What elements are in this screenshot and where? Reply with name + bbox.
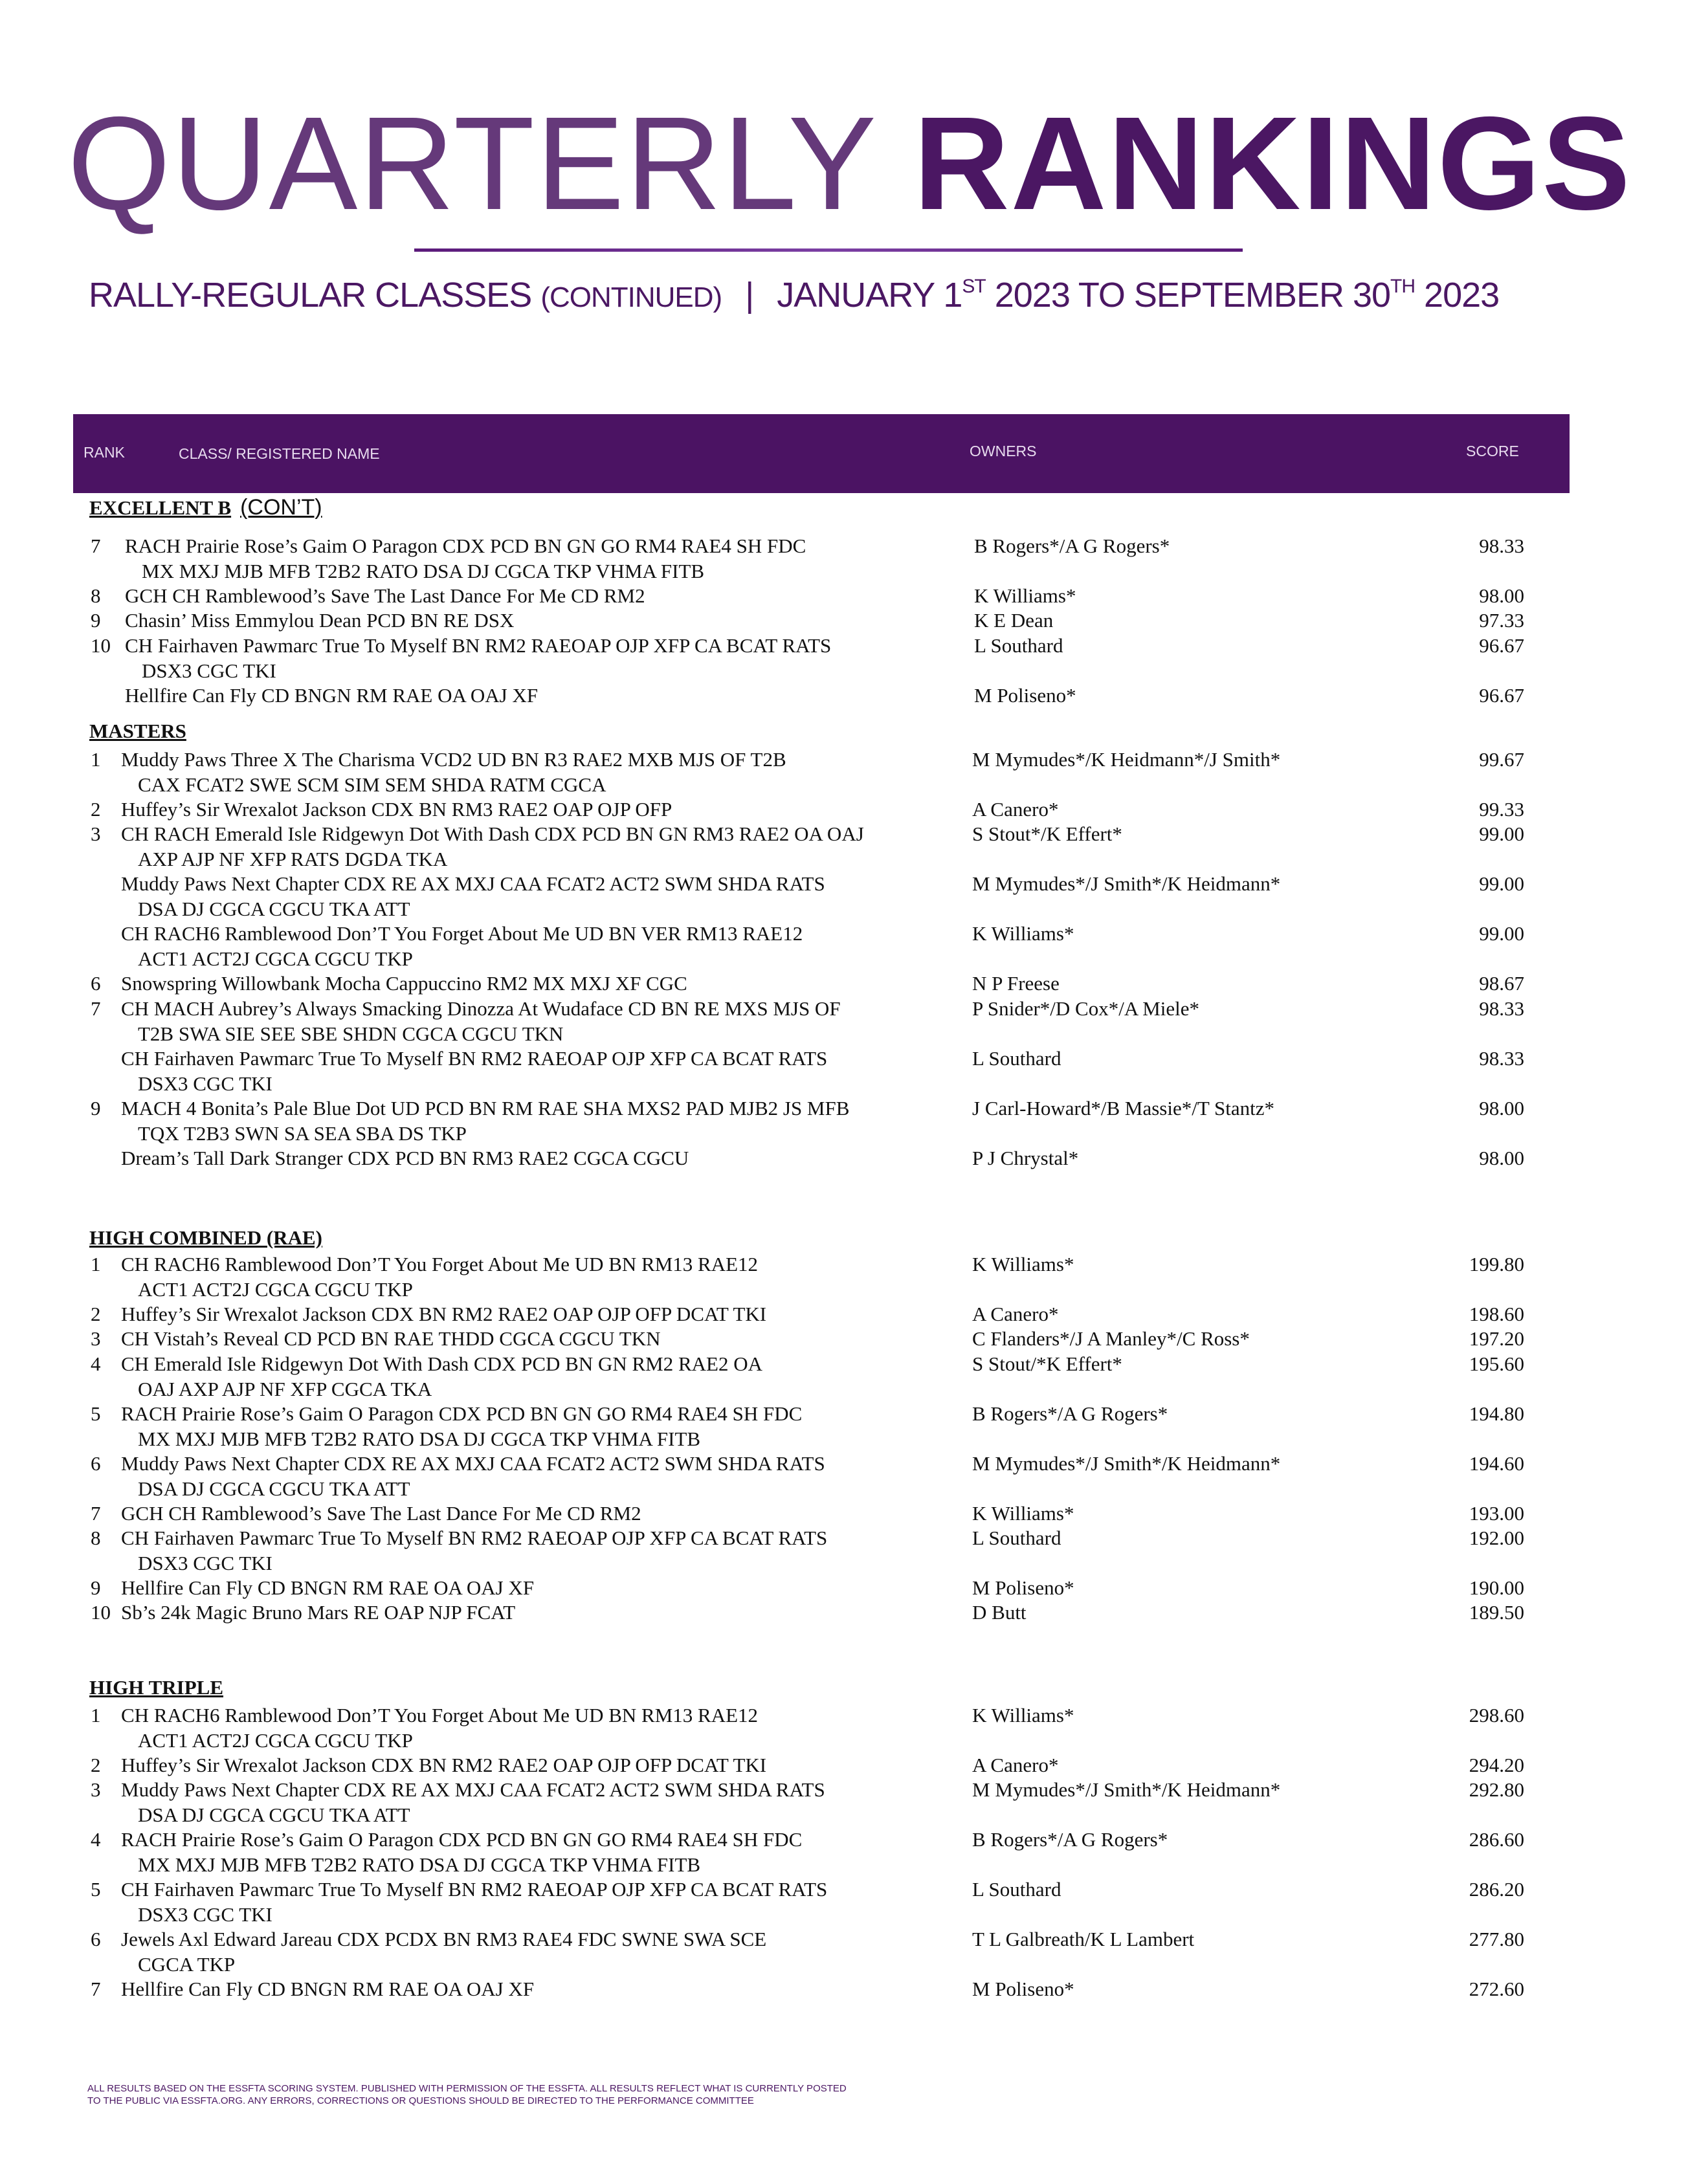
row-name-line-1: RACH Prairie Rose’s Gaim O Paragon CDX PCD BN GN GO RM4 RAE4 SH FDC: [121, 1402, 803, 1425]
row-name-line-2: DSX3 CGC TKI: [138, 1072, 272, 1095]
row-score: 189.50: [1469, 1601, 1524, 1624]
row-name-line-2: T2B SWA SIE SEE SBE SHDN CGCA CGCU TKN: [138, 1022, 564, 1045]
row-registered-name: [121, 1501, 641, 1527]
row-registered-name: [121, 1096, 849, 1146]
row-rank: 6: [91, 1452, 101, 1475]
row-score: 194.60: [1469, 1452, 1524, 1475]
row-registered-name: [121, 822, 864, 872]
row-name-line-1: Huffey’s Sir Wrexalot Jackson CDX BN RM2 RAE2 OAP OJP OFP DCAT TKI: [121, 1303, 767, 1325]
row-name-line-1: CH Fairhaven Pawmarc True To Myself BN RM2 RAEOAP OJP XFP CA BCAT RATS: [121, 1878, 828, 1901]
row-owners: P Snider*/D Cox*/A Miele*: [972, 997, 1200, 1020]
row-score: 98.33: [1479, 535, 1524, 557]
footnote-line-2: TO THE PUBLIC VIA ESSFTA.ORG. ANY ERRORS, CORRECTIONS OR QUESTIONS SHOULD BE DIRECTED TO THE PERFORMANCE COMMITTEE: [87, 2095, 754, 2106]
row-name-line-1: Huffey’s Sir Wrexalot Jackson CDX BN RM2 RAE2 OAP OJP OFP DCAT TKI: [121, 1754, 767, 1776]
section-title: [89, 720, 186, 743]
subtitle-separator: |: [745, 276, 754, 314]
footnote-line-1: ALL RESULTS BASED ON THE ESSFTA SCORING SYSTEM. PUBLISHED WITH PERMISSION OF THE ESSFTA. ALL RESULTS REFLECT WHAT IS CURRENTLY POSTED: [87, 2083, 847, 2094]
row-score: 272.60: [1469, 1978, 1524, 2000]
row-owners: N P Freese: [972, 972, 1060, 995]
row-rank: 9: [91, 609, 101, 632]
row-registered-name: [121, 1877, 827, 1927]
row-name-line-1: Muddy Paws Next Chapter CDX RE AX MXJ CAA FCAT2 ACT2 SWM SHDA RATS: [121, 1778, 825, 1801]
row-registered-name: [121, 1302, 766, 1327]
row-name-line-2: CAX FCAT2 SWE SCM SIM SEM SHDA RATM CGCA: [138, 773, 606, 796]
row-owners: P J Chrystal*: [972, 1147, 1079, 1169]
row-owners: K Williams*: [972, 1253, 1074, 1275]
row-rank: 2: [91, 1303, 101, 1325]
row-owners: L Southard: [972, 1527, 1061, 1549]
row-registered-name: [125, 608, 514, 634]
row-name-line-1: CH Fairhaven Pawmarc True To Myself BN RM2 RAEOAP OJP XFP CA BCAT RATS: [121, 1527, 828, 1549]
row-rank: 7: [91, 997, 101, 1020]
row-score: 199.80: [1469, 1253, 1524, 1275]
row-name-line-1: CH Emerald Isle Ridgewyn Dot With Dash CDX PCD BN GN RM2 RAE2 OA: [121, 1352, 763, 1375]
row-name-line-1: MACH 4 Bonita’s Pale Blue Dot UD PCD BN RM RAE SHA MXS2 PAD MJB2 JS MFB: [121, 1097, 850, 1120]
row-score: 98.00: [1479, 584, 1524, 607]
row-registered-name: [125, 683, 538, 709]
row-registered-name: [121, 921, 803, 971]
row-registered-name: [121, 1927, 766, 1977]
row-score: 286.60: [1469, 1828, 1524, 1851]
row-owners: B Rogers*/A G Rogers*: [972, 1402, 1168, 1425]
row-registered-name: [121, 1451, 825, 1501]
row-owners: K Williams*: [972, 1502, 1074, 1525]
subtitle-continued: (CONTINUED): [540, 281, 722, 313]
row-name-line-2: MX MXJ MJB MFB T2B2 RATO DSA DJ CGCA TKP VHMA FITB: [138, 1853, 701, 1876]
row-rank: 8: [91, 1527, 101, 1549]
row-score: 197.20: [1469, 1327, 1524, 1350]
header-owners: OWNERS: [970, 443, 1037, 459]
row-name-line-1: Muddy Paws Next Chapter CDX RE AX MXJ CAA FCAT2 ACT2 SWM SHDA RATS: [121, 872, 825, 895]
row-registered-name: [125, 634, 831, 683]
row-owners: M Poliseno*: [972, 1978, 1074, 2000]
row-name-line-2: OAJ AXP AJP NF XFP CGCA TKA: [138, 1377, 432, 1400]
row-score: 98.67: [1479, 972, 1524, 995]
row-owners: B Rogers*/A G Rogers*: [972, 1828, 1168, 1851]
row-rank: 1: [91, 748, 101, 771]
row-name-line-2: ACT1 ACT2J CGCA CGCU TKP: [138, 1728, 413, 1752]
row-rank: 6: [91, 1928, 101, 1950]
row-registered-name: [121, 1327, 661, 1352]
section-title: [89, 1676, 223, 1699]
row-owners: L Southard: [972, 1878, 1061, 1901]
row-registered-name: [121, 747, 786, 797]
row-score: 294.20: [1469, 1754, 1524, 1776]
row-name-line-1: RACH Prairie Rose’s Gaim O Paragon CDX PCD BN GN GO RM4 RAE4 SH FDC: [121, 1828, 803, 1851]
row-score: 97.33: [1479, 609, 1524, 632]
section-title-text: MASTERS: [89, 720, 186, 742]
row-owners: K Williams*: [974, 584, 1076, 607]
row-score: 98.00: [1479, 1097, 1524, 1120]
section-title: [89, 495, 322, 520]
row-score: 194.80: [1469, 1402, 1524, 1425]
row-owners: T L Galbreath/K L Lambert: [972, 1928, 1195, 1950]
row-score: 98.33: [1479, 1047, 1524, 1070]
row-registered-name: [121, 1526, 827, 1576]
row-registered-name: [121, 1146, 689, 1171]
row-name-line-1: CH RACH6 Ramblewood Don’T You Forget About Me UD BN RM13 RAE12: [121, 1704, 759, 1726]
row-rank: 9: [91, 1097, 101, 1120]
row-name-line-2: DSA DJ CGCA CGCU TKA ATT: [138, 1477, 410, 1500]
row-owners: A Canero*: [972, 1754, 1059, 1776]
row-owners: S Stout/*K Effert*: [972, 1352, 1122, 1375]
row-rank: 9: [91, 1576, 101, 1599]
row-score: 190.00: [1469, 1576, 1524, 1599]
row-registered-name: [121, 997, 841, 1046]
row-name-line-1: CH RACH6 Ramblewood Don’T You Forget About Me UD BN RM13 RAE12: [121, 1253, 759, 1275]
section-continued: (CON’T): [240, 495, 322, 520]
row-score: 99.00: [1479, 922, 1524, 945]
subtitle-date-mid: 2023 TO SEPTEMBER 30: [985, 276, 1391, 314]
page-title: [0, 89, 1699, 237]
row-owners: K Williams*: [972, 1704, 1074, 1726]
row-score: 195.60: [1469, 1352, 1524, 1375]
row-score: 292.80: [1469, 1778, 1524, 1801]
row-name-line-2: TQX T2B3 SWN SA SEA SBA DS TKP: [138, 1121, 467, 1145]
row-registered-name: [121, 971, 687, 997]
row-name-line-2: DSX3 CGC TKI: [142, 659, 276, 682]
row-name-line-1: Hellfire Can Fly CD BNGN RM RAE OA OAJ XF: [121, 1576, 535, 1599]
header-score: SCORE: [1466, 443, 1519, 459]
row-name-line-1: RACH Prairie Rose’s Gaim O Paragon CDX PCD BN GN GO RM4 RAE4 SH FDC: [125, 535, 806, 557]
row-score: 193.00: [1469, 1502, 1524, 1525]
row-score: 99.33: [1479, 798, 1524, 821]
row-owners: L Southard: [972, 1047, 1061, 1070]
table-header: [73, 414, 1570, 493]
row-registered-name: [121, 1576, 534, 1601]
row-score: 277.80: [1469, 1928, 1524, 1950]
row-name-line-2: CGCA TKP: [138, 1952, 236, 1976]
row-owners: D Butt: [972, 1601, 1027, 1624]
row-name-line-2: MX MXJ MJB MFB T2B2 RATO DSA DJ CGCA TKP VHMA FITB: [142, 559, 705, 582]
row-score: 198.60: [1469, 1303, 1524, 1325]
row-rank: 3: [91, 822, 101, 845]
subtitle-date-start: JANUARY 1: [777, 276, 962, 314]
subtitle-date-start-sup: ST: [962, 276, 986, 297]
row-owners: M Mymudes*/K Heidmann*/J Smith*: [972, 748, 1281, 771]
row-owners: M Mymudes*/J Smith*/K Heidmann*: [972, 1778, 1281, 1801]
row-score: 99.00: [1479, 872, 1524, 895]
row-registered-name: [121, 1778, 825, 1827]
row-rank: 2: [91, 798, 101, 821]
section-title-text: EXCELLENT B: [89, 496, 232, 519]
row-name-line-1: CH Fairhaven Pawmarc True To Myself BN RM2 RAEOAP OJP XFP CA BCAT RATS: [121, 1047, 828, 1070]
row-registered-name: [121, 1600, 515, 1626]
row-owners: C Flanders*/J A Manley*/C Ross*: [972, 1327, 1250, 1350]
section-title-text: HIGH COMBINED (RAE): [89, 1226, 322, 1249]
row-name-line-1: Muddy Paws Three X The Charisma VCD2 UD BN R3 RAE2 MXB MJS OF T2B: [121, 748, 786, 771]
row-rank: 3: [91, 1327, 101, 1350]
row-name-line-1: Sb’s 24k Magic Bruno Mars RE OAP NJP FCAT: [121, 1601, 516, 1624]
title-bold: RANKINGS: [913, 89, 1632, 237]
row-owners: B Rogers*/A G Rogers*: [974, 535, 1170, 557]
row-rank: 5: [91, 1878, 101, 1901]
row-score: 98.00: [1479, 1147, 1524, 1169]
row-registered-name: [121, 1703, 758, 1753]
row-registered-name: [121, 1252, 758, 1302]
row-rank: 5: [91, 1402, 101, 1425]
row-owners: K Williams*: [972, 922, 1074, 945]
row-name-line-1: Hellfire Can Fly CD BNGN RM RAE OA OAJ XF: [125, 684, 539, 707]
row-name-line-1: Jewels Axl Edward Jareau CDX PCDX BN RM3 RAE4 FDC SWNE SWA SCE: [121, 1928, 767, 1950]
row-registered-name: [121, 1352, 762, 1402]
row-owners: K E Dean: [974, 609, 1054, 632]
row-name-line-1: Snowspring Willowbank Mocha Cappuccino RM2 MX MXJ XF CGC: [121, 972, 687, 995]
row-rank: 7: [91, 535, 101, 557]
row-registered-name: [121, 1753, 766, 1778]
row-name-line-1: CH Fairhaven Pawmarc True To Myself BN RM2 RAEOAP OJP XFP CA BCAT RATS: [125, 634, 832, 657]
row-rank: 10: [91, 1601, 111, 1624]
row-name-line-2: DSX3 CGC TKI: [138, 1551, 272, 1574]
row-rank: 7: [91, 1502, 101, 1525]
title-light: QUARTERLY: [67, 89, 876, 237]
row-score: 99.67: [1479, 748, 1524, 771]
row-name-line-2: DSA DJ CGCA CGCU TKA ATT: [138, 1803, 410, 1826]
row-name-line-1: Hellfire Can Fly CD BNGN RM RAE OA OAJ XF: [121, 1978, 535, 2000]
row-owners: J Carl-Howard*/B Massie*/T Stantz*: [972, 1097, 1274, 1120]
section-title: [89, 1226, 322, 1250]
row-rank: 1: [91, 1253, 101, 1275]
title-divider: [414, 248, 1243, 252]
row-name-line-1: GCH CH Ramblewood’s Save The Last Dance For Me CD RM2: [121, 1502, 641, 1525]
row-name-line-1: Chasin’ Miss Emmylou Dean PCD BN RE DSX: [125, 609, 515, 632]
row-name-line-2: ACT1 ACT2J CGCA CGCU TKP: [138, 1277, 413, 1301]
row-name-line-2: ACT1 ACT2J CGCA CGCU TKP: [138, 947, 413, 970]
row-score: 192.00: [1469, 1527, 1524, 1549]
row-rank: 7: [91, 1978, 101, 2000]
row-name-line-2: DSX3 CGC TKI: [138, 1903, 272, 1926]
row-rank: 10: [91, 634, 111, 657]
row-rank: 2: [91, 1754, 101, 1776]
row-owners: M Poliseno*: [972, 1576, 1074, 1599]
subtitle: [89, 275, 1499, 315]
row-owners: M Mymudes*/J Smith*/K Heidmann*: [972, 1452, 1281, 1475]
header-class: CLASS/ REGISTERED NAME: [179, 445, 380, 462]
row-score: 98.33: [1479, 997, 1524, 1020]
row-rank: 4: [91, 1828, 101, 1851]
row-rank: 4: [91, 1352, 101, 1375]
row-name-line-1: CH MACH Aubrey’s Always Smacking Dinozza At Wudaface CD BN RE MXS MJS OF: [121, 997, 841, 1020]
row-registered-name: [121, 1827, 802, 1877]
footnote: [87, 2082, 847, 2107]
row-name-line-1: CH RACH6 Ramblewood Don’T You Forget About Me UD BN VER RM13 RAE12: [121, 922, 803, 945]
row-owners: M Mymudes*/J Smith*/K Heidmann*: [972, 872, 1281, 895]
row-owners: A Canero*: [972, 1303, 1059, 1325]
row-name-line-2: AXP AJP NF XFP RATS DGDA TKA: [138, 847, 448, 870]
row-owners: L Southard: [974, 634, 1063, 657]
row-score: 298.60: [1469, 1704, 1524, 1726]
row-registered-name: [125, 534, 806, 584]
row-name-line-1: Huffey’s Sir Wrexalot Jackson CDX BN RM3 RAE2 OAP OJP OFP: [121, 798, 672, 821]
subtitle-date-end-sup: TH: [1390, 276, 1416, 297]
row-rank: 8: [91, 584, 101, 607]
row-rank: 3: [91, 1778, 101, 1801]
row-name-line-1: CH RACH Emerald Isle Ridgewyn Dot With Dash CDX PCD BN GN RM3 RAE2 OA OAJ: [121, 822, 864, 845]
row-registered-name: [121, 797, 672, 822]
row-registered-name: [125, 584, 645, 609]
row-owners: A Canero*: [972, 798, 1059, 821]
subtitle-main: RALLY-REGULAR CLASSES: [89, 276, 532, 314]
section-title-text: HIGH TRIPLE: [89, 1676, 224, 1699]
row-score: 99.00: [1479, 822, 1524, 845]
row-registered-name: [121, 1977, 534, 2002]
row-score: 286.20: [1469, 1878, 1524, 1901]
row-name-line-1: GCH CH Ramblewood’s Save The Last Dance For Me CD RM2: [125, 584, 645, 607]
row-rank: 1: [91, 1704, 101, 1726]
row-owners: M Poliseno*: [974, 684, 1076, 707]
row-name-line-1: Dream’s Tall Dark Stranger CDX PCD BN RM3 RAE2 CGCA CGCU: [121, 1147, 689, 1169]
row-score: 96.67: [1479, 634, 1524, 657]
row-registered-name: [121, 872, 825, 921]
row-name-line-2: DSA DJ CGCA CGCU TKA ATT: [138, 897, 410, 920]
row-score: 96.67: [1479, 684, 1524, 707]
header-rank: RANK: [83, 444, 125, 461]
row-name-line-1: Muddy Paws Next Chapter CDX RE AX MXJ CAA FCAT2 ACT2 SWM SHDA RATS: [121, 1452, 825, 1475]
row-registered-name: [121, 1402, 802, 1451]
row-owners: S Stout*/K Effert*: [972, 822, 1122, 845]
row-name-line-1: CH Vistah’s Reveal CD PCD BN RAE THDD CGCA CGCU TKN: [121, 1327, 661, 1350]
subtitle-date-year: 2023: [1415, 276, 1500, 314]
row-registered-name: [121, 1046, 827, 1096]
row-name-line-2: MX MXJ MJB MFB T2B2 RATO DSA DJ CGCA TKP VHMA FITB: [138, 1427, 701, 1450]
row-rank: 6: [91, 972, 101, 995]
